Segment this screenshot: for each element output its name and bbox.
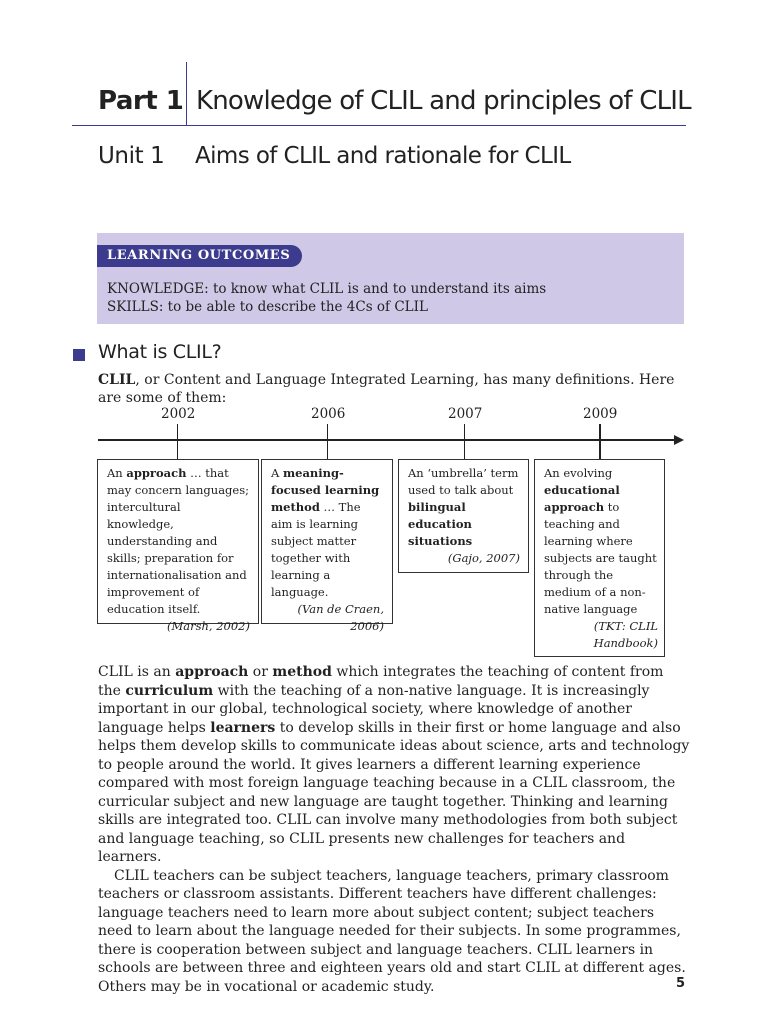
part-title: Knowledge of CLIL and principles of CLIL (196, 86, 691, 116)
learning-outcomes-badge: LEARNING OUTCOMES (97, 245, 302, 267)
intro-text: , or Content and Language Integrated Learning, has many definitions. Here are some of them: (98, 372, 675, 406)
timeline-connector-2006 (327, 424, 328, 460)
part-label: Part 1 (98, 86, 184, 116)
body-text (98, 663, 690, 996)
citation: (Van de Craen, 2006) (297, 602, 384, 633)
citation: (Marsh, 2002) (167, 619, 250, 633)
citation: (TKT: CLIL Handbook) (593, 619, 658, 650)
section-heading: What is CLIL? (98, 341, 222, 363)
timeline-connector-2002 (177, 424, 178, 460)
skills-outcome: SKILLS: to be able to describe the 4Cs of CLIL (107, 299, 428, 315)
citation: (Gajo, 2007) (447, 551, 520, 565)
timeline-year-2006: 2006 (311, 406, 346, 422)
timeline-connector-2007 (464, 424, 465, 460)
knowledge-outcome: KNOWLEDGE: to know what CLIL is and to understand its aims (107, 281, 547, 297)
page-number: 5 (676, 976, 686, 991)
timeline-year-2002: 2002 (161, 406, 196, 422)
body-paragraph-1: CLIL is an approach or method which integrates the teaching of content from the curriculum with the teaching of a non-native language. It is increasingly important in our global, technological society, where knowledge of another language helps learners to develop skills in their first or home language and also helps them develop skills to communicate ideas about science, arts and technology to people around the world. It gives learners a different learning experience compared with most foreign language teaching because in a CLIL classroom, the curricular subject and new language are taught together. Thinking and learning skills are integrated too. CLIL can involve many methodologies from both subject and language teaching, so CLIL presents new challenges for teachers and learners. (98, 664, 690, 865)
timeline-year-2009: 2009 (583, 406, 618, 422)
definition-box-2006: A meaning-focused learning method … The aim is learning subject matter together with learning a language. (Van de Craen, 2006) (261, 459, 393, 624)
unit-label: Unit 1 (98, 143, 165, 169)
body-paragraph-2: CLIL teachers can be subject teachers, language teachers, primary classroom teachers or classroom assistants. Different teachers have different challenges: language teachers need to learn more about subject content; subject teachers need to learn about the language needed for their subjects. In some programmes, there is cooperation between subject and language teachers. CLIL learners in schools are between three and eighteen years old and start CLIL at different ages. Others may be in vocational or academic study. (98, 867, 686, 995)
timeline-connector-2009 (599, 424, 601, 460)
intro-paragraph (98, 371, 688, 407)
section-bullet-icon (73, 349, 85, 361)
part-divider (186, 62, 187, 125)
intro-bold-term: CLIL (98, 372, 136, 388)
definition-box-2009: An evolving educational approach to teaching and learning where subjects are taught through the medium of a non-native language (TKT: CLIL Handbook) (534, 459, 665, 657)
definition-box-2007: An ‘umbrella’ term used to talk about bilingual education situations (Gajo, 2007) (398, 459, 529, 573)
timeline-year-2007: 2007 (448, 406, 483, 422)
header-rule (72, 125, 686, 126)
unit-title: Aims of CLIL and rationale for CLIL (195, 143, 571, 169)
timeline-axis (98, 439, 676, 441)
definition-box-2002: An approach … that may concern languages; intercultural knowledge, understanding and skills; preparation for internationalisation and improvement of education itself. (Marsh, 2002) (97, 459, 259, 624)
timeline-arrow-icon (674, 435, 684, 445)
